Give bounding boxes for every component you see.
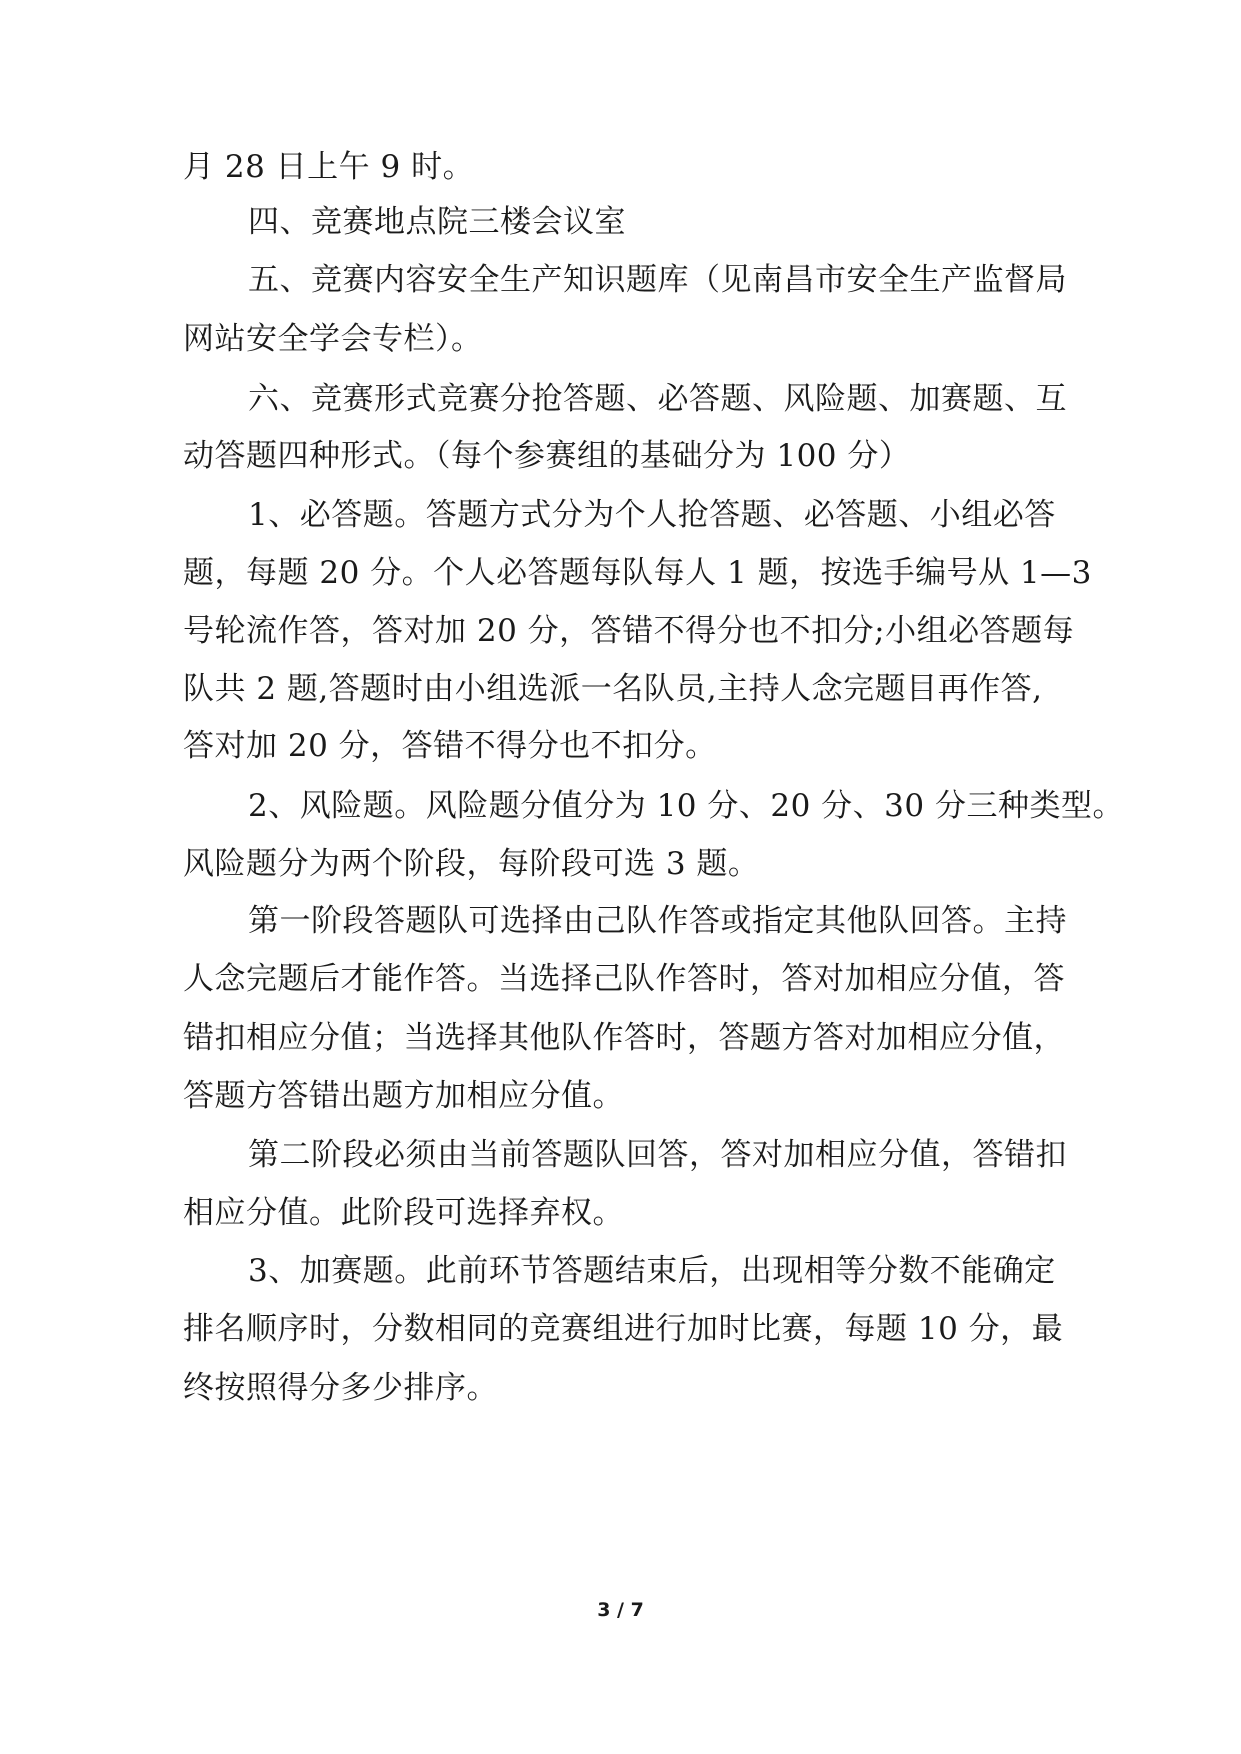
text-line: 六、竞赛形式竞赛分抢答题、必答题、风险题、加赛题、互 [248, 381, 1067, 417]
text-line: 题，每题 20 分。个人必答题每队每人 1 题，按选手编号从 1—3 [183, 555, 1092, 591]
text-line: 终按照得分多少排序。 [183, 1370, 498, 1406]
text-line: 五、竞赛内容安全生产知识题库（见南昌市安全生产监督局 [248, 262, 1067, 298]
text-line: 错扣相应分值；当选择其他队作答时，答题方答对加相应分值， [183, 1020, 1065, 1056]
text-line: 动答题四种形式。（每个参赛组的基础分为 100 分） [183, 438, 911, 474]
text-line: 四、竞赛地点院三楼会议室 [248, 204, 626, 240]
text-line: 月 28 日上午 9 时。 [183, 149, 475, 185]
text-line: 号轮流作答，答对加 20 分，答错不得分也不扣分;小组必答题每 [183, 613, 1075, 649]
text-line: 队共 2 题,答题时由小组选派一名队员,主持人念完题目再作答, [183, 671, 1043, 707]
text-line: 相应分值。此阶段可选择弃权。 [183, 1195, 624, 1231]
page-number: 3 / 7 [597, 1599, 644, 1621]
text-line: 2、风险题。风险题分值分为 10 分、20 分、30 分三种类型。 [248, 788, 1124, 824]
text-line: 答对加 20 分，答错不得分也不扣分。 [183, 728, 717, 764]
text-line: 1、必答题。答题方式分为个人抢答题、必答题、小组必答 [248, 497, 1056, 533]
text-line: 第二阶段必须由当前答题队回答，答对加相应分值，答错扣 [248, 1137, 1067, 1173]
text-line: 第一阶段答题队可选择由己队作答或指定其他队回答。主持 [248, 903, 1067, 939]
text-line: 人念完题后才能作答。当选择己队作答时，答对加相应分值，答 [183, 961, 1065, 997]
text-line: 答题方答错出题方加相应分值。 [183, 1078, 624, 1114]
text-line: 网站安全学会专栏）。 [183, 321, 483, 357]
text-line: 风险题分为两个阶段，每阶段可选 3 题。 [183, 846, 760, 882]
text-line: 排名顺序时，分数相同的竞赛组进行加时比赛，每题 10 分，最 [183, 1311, 1064, 1347]
text-line: 3、加赛题。此前环节答题结束后，出现相等分数不能确定 [248, 1253, 1056, 1289]
